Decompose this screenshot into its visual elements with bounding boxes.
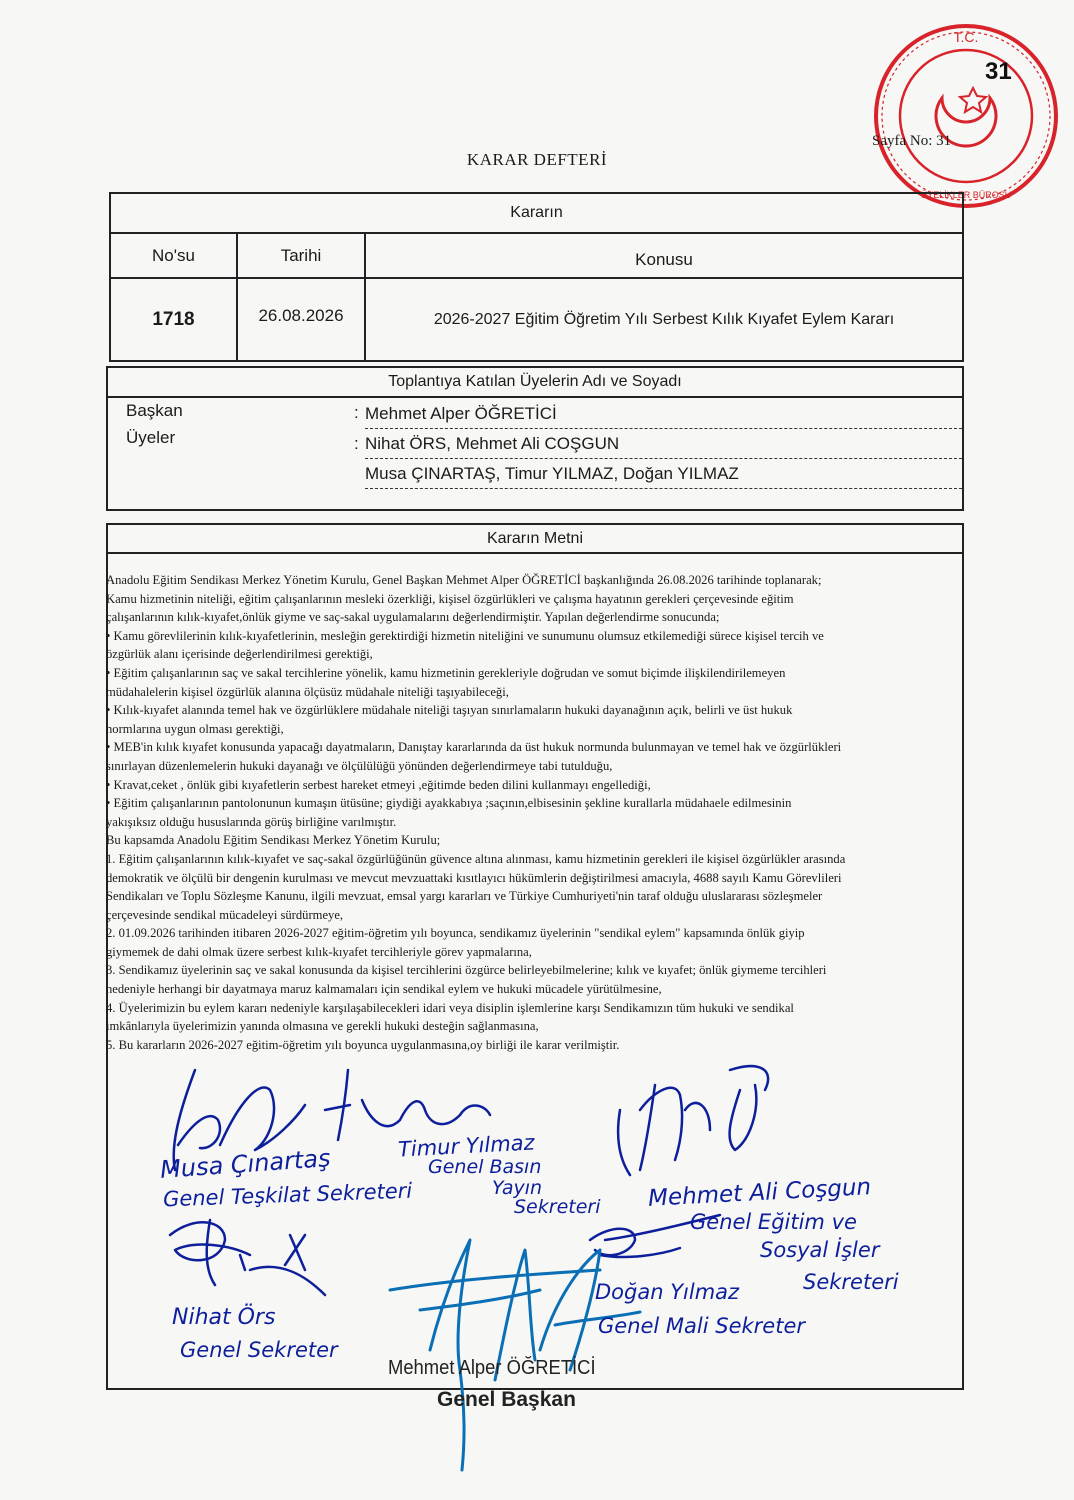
- text-line: demokratik ve ölçülü bir dengenin kurulması ve mevcut mevzuattaki kısıtlayıcı hükümlerin değiştirilmesi amacıyla, 4688 sayılı Kamu Görevlileri: [106, 870, 842, 885]
- text-line: giymemek de dahi olmak üzere serbest kılık-kıyafet tercihleriyle görev yapmalarına,: [106, 944, 532, 959]
- text-line: • Eğitim çalışanlarının saç ve sakal tercihlerine yönelik, kamu hizmetinin gerekleriyle doğrudan ve somut biçimde ilişkilendirilemeyen: [106, 665, 786, 680]
- signature-nihat: [170, 1220, 325, 1295]
- text-line: çerçevesinde sendikal mücadeleyi sürdürmeye,: [106, 907, 344, 922]
- members-label: Üyeler: [126, 428, 176, 447]
- col-header-no: No'su: [111, 234, 238, 279]
- signature-role-mehmet-ali-2: Sosyal İşler: [760, 1238, 880, 1262]
- president-label: Başkan: [126, 401, 183, 420]
- text-line: çalışanlarının kılık-kıyafet,önlük giyme ve saç-sakal uygulamalarını değerlendirmiştir. Yapılan değerlendirme sonucunda;: [106, 610, 720, 625]
- text-line: Bu kapsamda Anadolu Eğitim Sendikası Merkez Yönetim Kurulu;: [106, 833, 441, 848]
- signature-role-mehmet-ali-1: Genel Eğitim ve: [690, 1210, 857, 1234]
- text-line: • Kamu görevlilerinin kılık-kıyafetlerinin, mesleğin gerektirdiği hizmetin niteliğini ve sunumunu olumsuz etkilemediği sürece kişisel tercih ve: [106, 628, 824, 643]
- decision-text-body: [106, 571, 966, 1054]
- svg-text:T.C.: T.C.: [953, 29, 979, 45]
- official-seal-stamp: [868, 18, 1064, 214]
- signature-role-timur-3: Sekreteri: [514, 1196, 601, 1218]
- text-line: müdahalelerin kişisel özgürlük alanına ölçüsüz müdahale niteliği taşıyabileceği,: [106, 684, 509, 699]
- signature-timur: [325, 1070, 490, 1140]
- text-line: Sendikaları ve Toplu Sözleşme Kanunu, ilgili mevzuat, emsal yargı kararları ve Türkiye Cumhuriyeti'nin taraf olduğu uluslararası sözleşmeler: [106, 889, 823, 904]
- col-header-subject: Konusu: [366, 234, 962, 279]
- signature-role-timur-1: Genel Basın: [428, 1156, 542, 1178]
- signature-role-timur-2: Yayın: [492, 1177, 543, 1199]
- text-line: 4. Üyelerimizin bu eylem kararı nedeniyle karşılaşabilecekleri idari veya disiplin işlemlerine karşı Sendikamızın tüm hukuki ve sendikal: [106, 1000, 794, 1015]
- text-line: 2. 01.09.2026 tarihinden itibaren 2026-2027 eğitim-öğretim yılı boyunca, sendikamız üyelerinin "sendikal eylem" kapsamında önlük giyip: [106, 926, 805, 941]
- colon-president: :: [354, 403, 359, 422]
- text-line: özgürlük alanı içerisinde değerlendirilmesi gerektiği,: [106, 647, 373, 662]
- text-line: Anadolu Eğitim Sendikası Merkez Yönetim Kurulu, Genel Başkan Mehmet Alper ÖĞRETİCİ başkanlığında 26.08.2026 tarihinde toplanarak;: [106, 573, 822, 587]
- attendees-title: Toplantıya Katılan Üyelerin Adı ve Soyadı: [108, 368, 962, 398]
- members-line-2: Musa ÇINARTAŞ, Timur YILMAZ, Doğan YILMAZ: [365, 464, 962, 489]
- president-signature-name: Mehmet Alper ÖĞRETİCİ: [388, 1357, 596, 1379]
- text-line: imkânlarıyla üyelerimizin yanında olmasına ve gerekli hukuki desteğin sağlanmasına,: [106, 1019, 539, 1034]
- text-line: normlarına uygun olması gerektiği,: [106, 721, 284, 736]
- signature-role-dogan: Genel Mali Sekreter: [598, 1314, 806, 1338]
- signature-president: [390, 1240, 640, 1470]
- signature-name-dogan: Doğan Yılmaz: [595, 1280, 740, 1304]
- svg-text:ÜYELİKLER BÜROSU: ÜYELİKLER BÜROSU: [920, 190, 1012, 200]
- text-line: • Kılık-kıyafet alanında temel hak ve özgürlüklere müdahale niteliği taşıyan sınırlamaların hukuki dayanağının açık, belirli ve üst hukuk: [106, 703, 793, 718]
- decision-table: [109, 192, 964, 362]
- decision-date: 26.08.2026: [238, 279, 366, 360]
- text-line: • Kravat,ceket , önlük gibi kıyafetlerin serbest hareket etmeyi ,eğitimde beden dilini kullanmayı engellediği,: [106, 777, 651, 792]
- members-line-1: Nihat ÖRS, Mehmet Ali COŞGUN: [365, 434, 962, 459]
- text-line: 5. Bu kararların 2026-2027 eğitim-öğretim yılı boyunca uygulanmasına,oy birliği ile karar verilmiştir.: [106, 1037, 620, 1052]
- attendees-box: [106, 366, 964, 511]
- president-name: Mehmet Alper ÖĞRETİCİ: [365, 404, 962, 429]
- signature-name-mehmet-ali: Mehmet Ali Coşgun: [647, 1174, 872, 1212]
- text-line: yakışıksız olduğu hususlarında görüş birliğine varılmıştır.: [106, 814, 397, 829]
- text-line: Kamu hizmetinin niteliği, eğitim çalışanlarının mesleki özerkliği, kişisel özgürlükleri ve çalışma hayatının gerekleri çerçevesinde eğitim: [106, 591, 794, 606]
- signature-role-nihat: Genel Sekreter: [180, 1338, 338, 1362]
- colon-members: :: [354, 434, 359, 453]
- signature-name-musa: Musa Çınartaş: [159, 1144, 332, 1184]
- decision-text-title: Kararın Metni: [108, 525, 962, 554]
- col-header-date: Tarihi: [238, 234, 366, 279]
- text-line: • Eğitim çalışanlarının pantolonunun kumaşın ütüsüne; giydiği ayakkabıya ;saçının,elbisesinin şekline kurallarla müdahaele edilmesinin: [106, 796, 792, 811]
- president-title: Genel Başkan: [437, 1388, 576, 1411]
- text-line: • MEB'in kılık kıyafet konusunda yapacağı dayatmaların, Danıştay kararlarında da üst hukuk normunda bulunmayan ve temel hak ve özgürlükleri: [106, 740, 842, 755]
- page-number-handwritten: 31: [985, 58, 1012, 85]
- decision-number: 1718: [111, 279, 238, 360]
- signature-name-nihat: Nihat Örs: [172, 1305, 276, 1330]
- page-number-label: Sayfa No: 31: [872, 133, 952, 149]
- text-line: 3. Sendikamız üyelerinin saç ve sakal konusunda da kişisel tercihlerini özgürce belirleyebilmelerine; kılık ve kıyafet; önlük giymeme tercihleri: [106, 963, 827, 978]
- signature-role-mehmet-ali-3: Sekreteri: [803, 1270, 899, 1294]
- text-line: 1. Eğitim çalışanlarının kılık-kıyafet ve saç-sakal özgürlüğünün güvence altına alınması, kamu hizmetinin gerekleri ile kişisel özgürlükler arasında: [106, 851, 846, 866]
- signature-name-timur: Timur Yılmaz: [397, 1130, 536, 1162]
- signature-mehmet-ali: [618, 1066, 768, 1175]
- decision-subject: 2026-2027 Eğitim Öğretim Yılı Serbest Kılık Kıyafet Eylem Kararı: [433, 310, 895, 328]
- decision-section-title: Kararın: [111, 194, 962, 234]
- document-title: KARAR DEFTERİ: [466, 150, 608, 169]
- text-line: nedeniyle herhangi bir dayatmaya maruz kalmamaları için sendikal eylem ve hukuki mücadele yürütülmesine,: [106, 982, 662, 997]
- text-line: sınırlayan düzenlemelerin hukuki dayanağı ve ölçülülüğü yönünden değerlendirmeye tabi tutulduğu,: [106, 758, 613, 773]
- signature-role-musa: Genel Teşkilat Sekreteri: [162, 1178, 413, 1212]
